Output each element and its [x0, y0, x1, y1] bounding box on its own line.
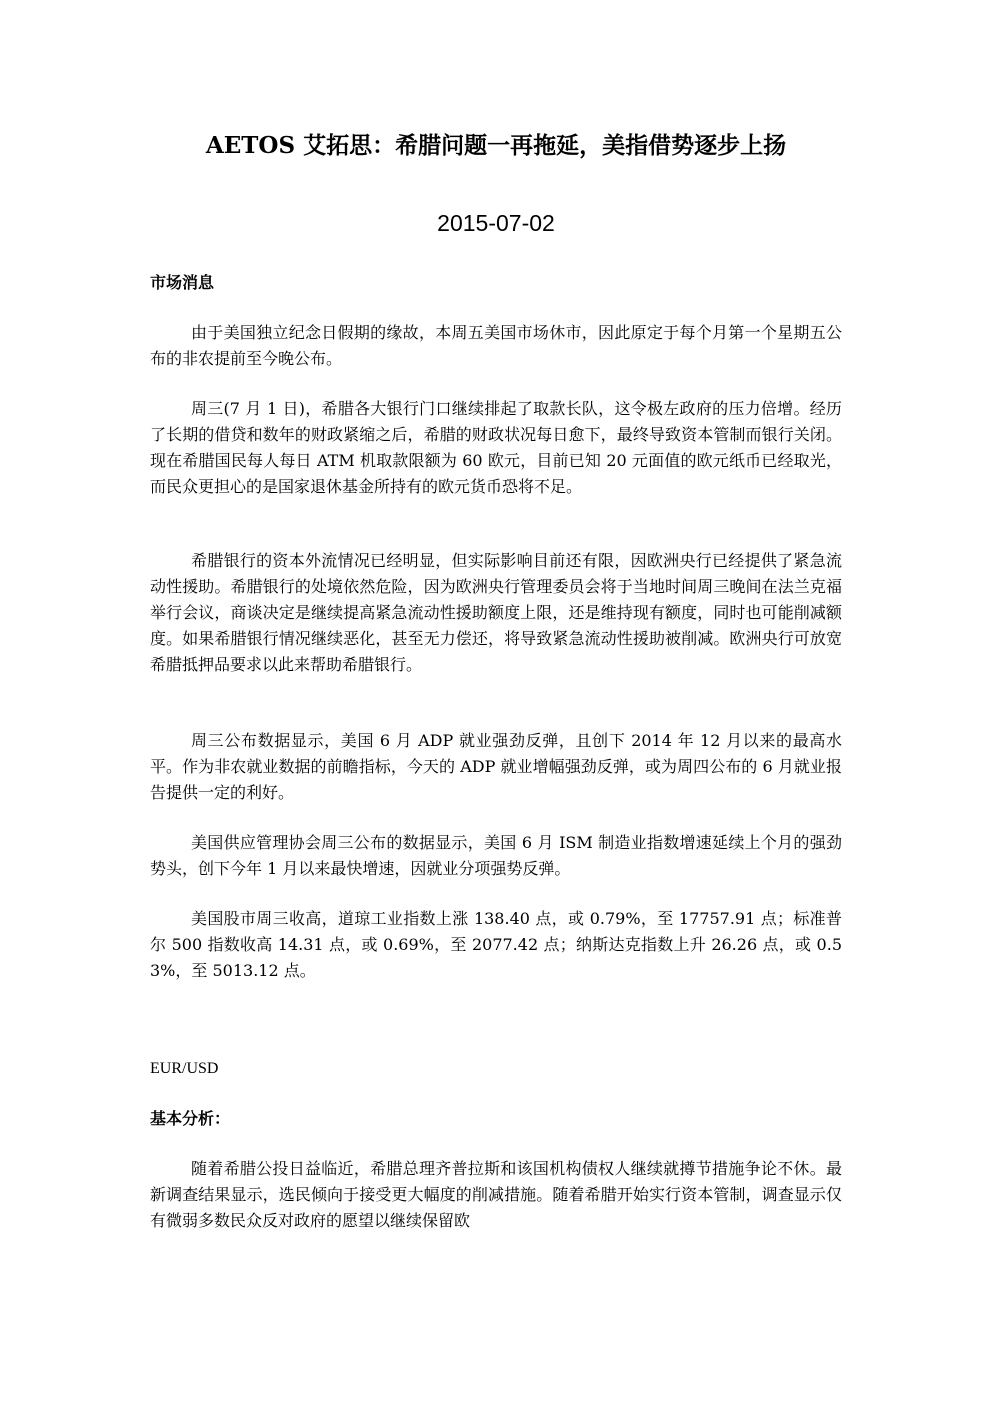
- paragraph: 周三(7 月 1 日)，希腊各大银行门口继续排起了取款长队，这令极左政府的压力倍增。经历了长期的借贷和数年的财政紧缩之后，希腊的财政状况每日愈下，最终导致资本管制而银行关闭。现在希腊国民每人每日 ATM 机取款限额为 60 欧元，目前已知 20 元面值的欧元纸币已经取光，而民众更担心的是国家退休基金所持有的欧元货币恐将不足。: [150, 399, 842, 496]
- paragraph: 美国供应管理协会周三公布的数据显示，美国 6 月 ISM 制造业指数增速延续上个月的强劲势头，创下今年 1 月以来最快增速，因就业分项强势反弹。: [150, 833, 842, 878]
- paragraph: 希腊银行的资本外流情况已经明显，但实际影响目前还有限，因欧洲央行已经提供了紧急流动性援助。希腊银行的处境依然危险，因为欧洲央行管理委员会将于当地时间周三晚间在法兰克福举行会议，商谈决定是继续提高紧急流动性援助额度上限，还是维持现有额度，同时也可能削减额度。如果希腊银行情况继续恶化，甚至无力偿还，将导致紧急流动性援助被削减。欧洲央行可放宽希腊抵押品要求以此来帮助希腊银行。: [150, 551, 842, 674]
- paragraph: 由于美国独立纪念日假期的缘故，本周五美国市场休市，因此原定于每个月第一个星期五公布的非农提前至今晚公布。: [150, 323, 842, 368]
- section-heading-fundamental: 基本分析：: [150, 1109, 231, 1128]
- section-heading-eurusd: EUR/USD: [150, 1060, 219, 1077]
- document-title: AETOS 艾拓思：希腊问题一再拖延，美指借势逐步上扬: [205, 132, 787, 159]
- paragraph: 随着希腊公投日益临近，希腊总理齐普拉斯和该国机构债权人继续就撙节措施争论不休。最新调查结果显示，选民倾向于接受更大幅度的削减措施。随着希腊开始实行资本管制，调查显示仅有微弱多数民众反对政府的愿望以继续保留欧: [150, 1159, 842, 1230]
- section-heading-market-news: 市场消息: [150, 273, 215, 292]
- document-date: 2015-07-02: [437, 210, 555, 236]
- paragraph: 美国股市周三收高，道琼工业指数上涨 138.40 点，或 0.79%，至 17757.91 点；标准普尔 500 指数收高 14.31 点，或 0.69%，至 2077.42 点；纳斯达克指数上升 26.26 点，或 0.53%，至 5013.12 点。: [150, 909, 842, 980]
- paragraph: 周三公布数据显示，美国 6 月 ADP 就业强劲反弹，且创下 2014 年 12 月以来的最高水平。作为非农就业数据的前瞻指标，今天的 ADP 就业增幅强劲反弹，或为周四公布的 6 月就业报告提供一定的利好。: [150, 731, 842, 802]
